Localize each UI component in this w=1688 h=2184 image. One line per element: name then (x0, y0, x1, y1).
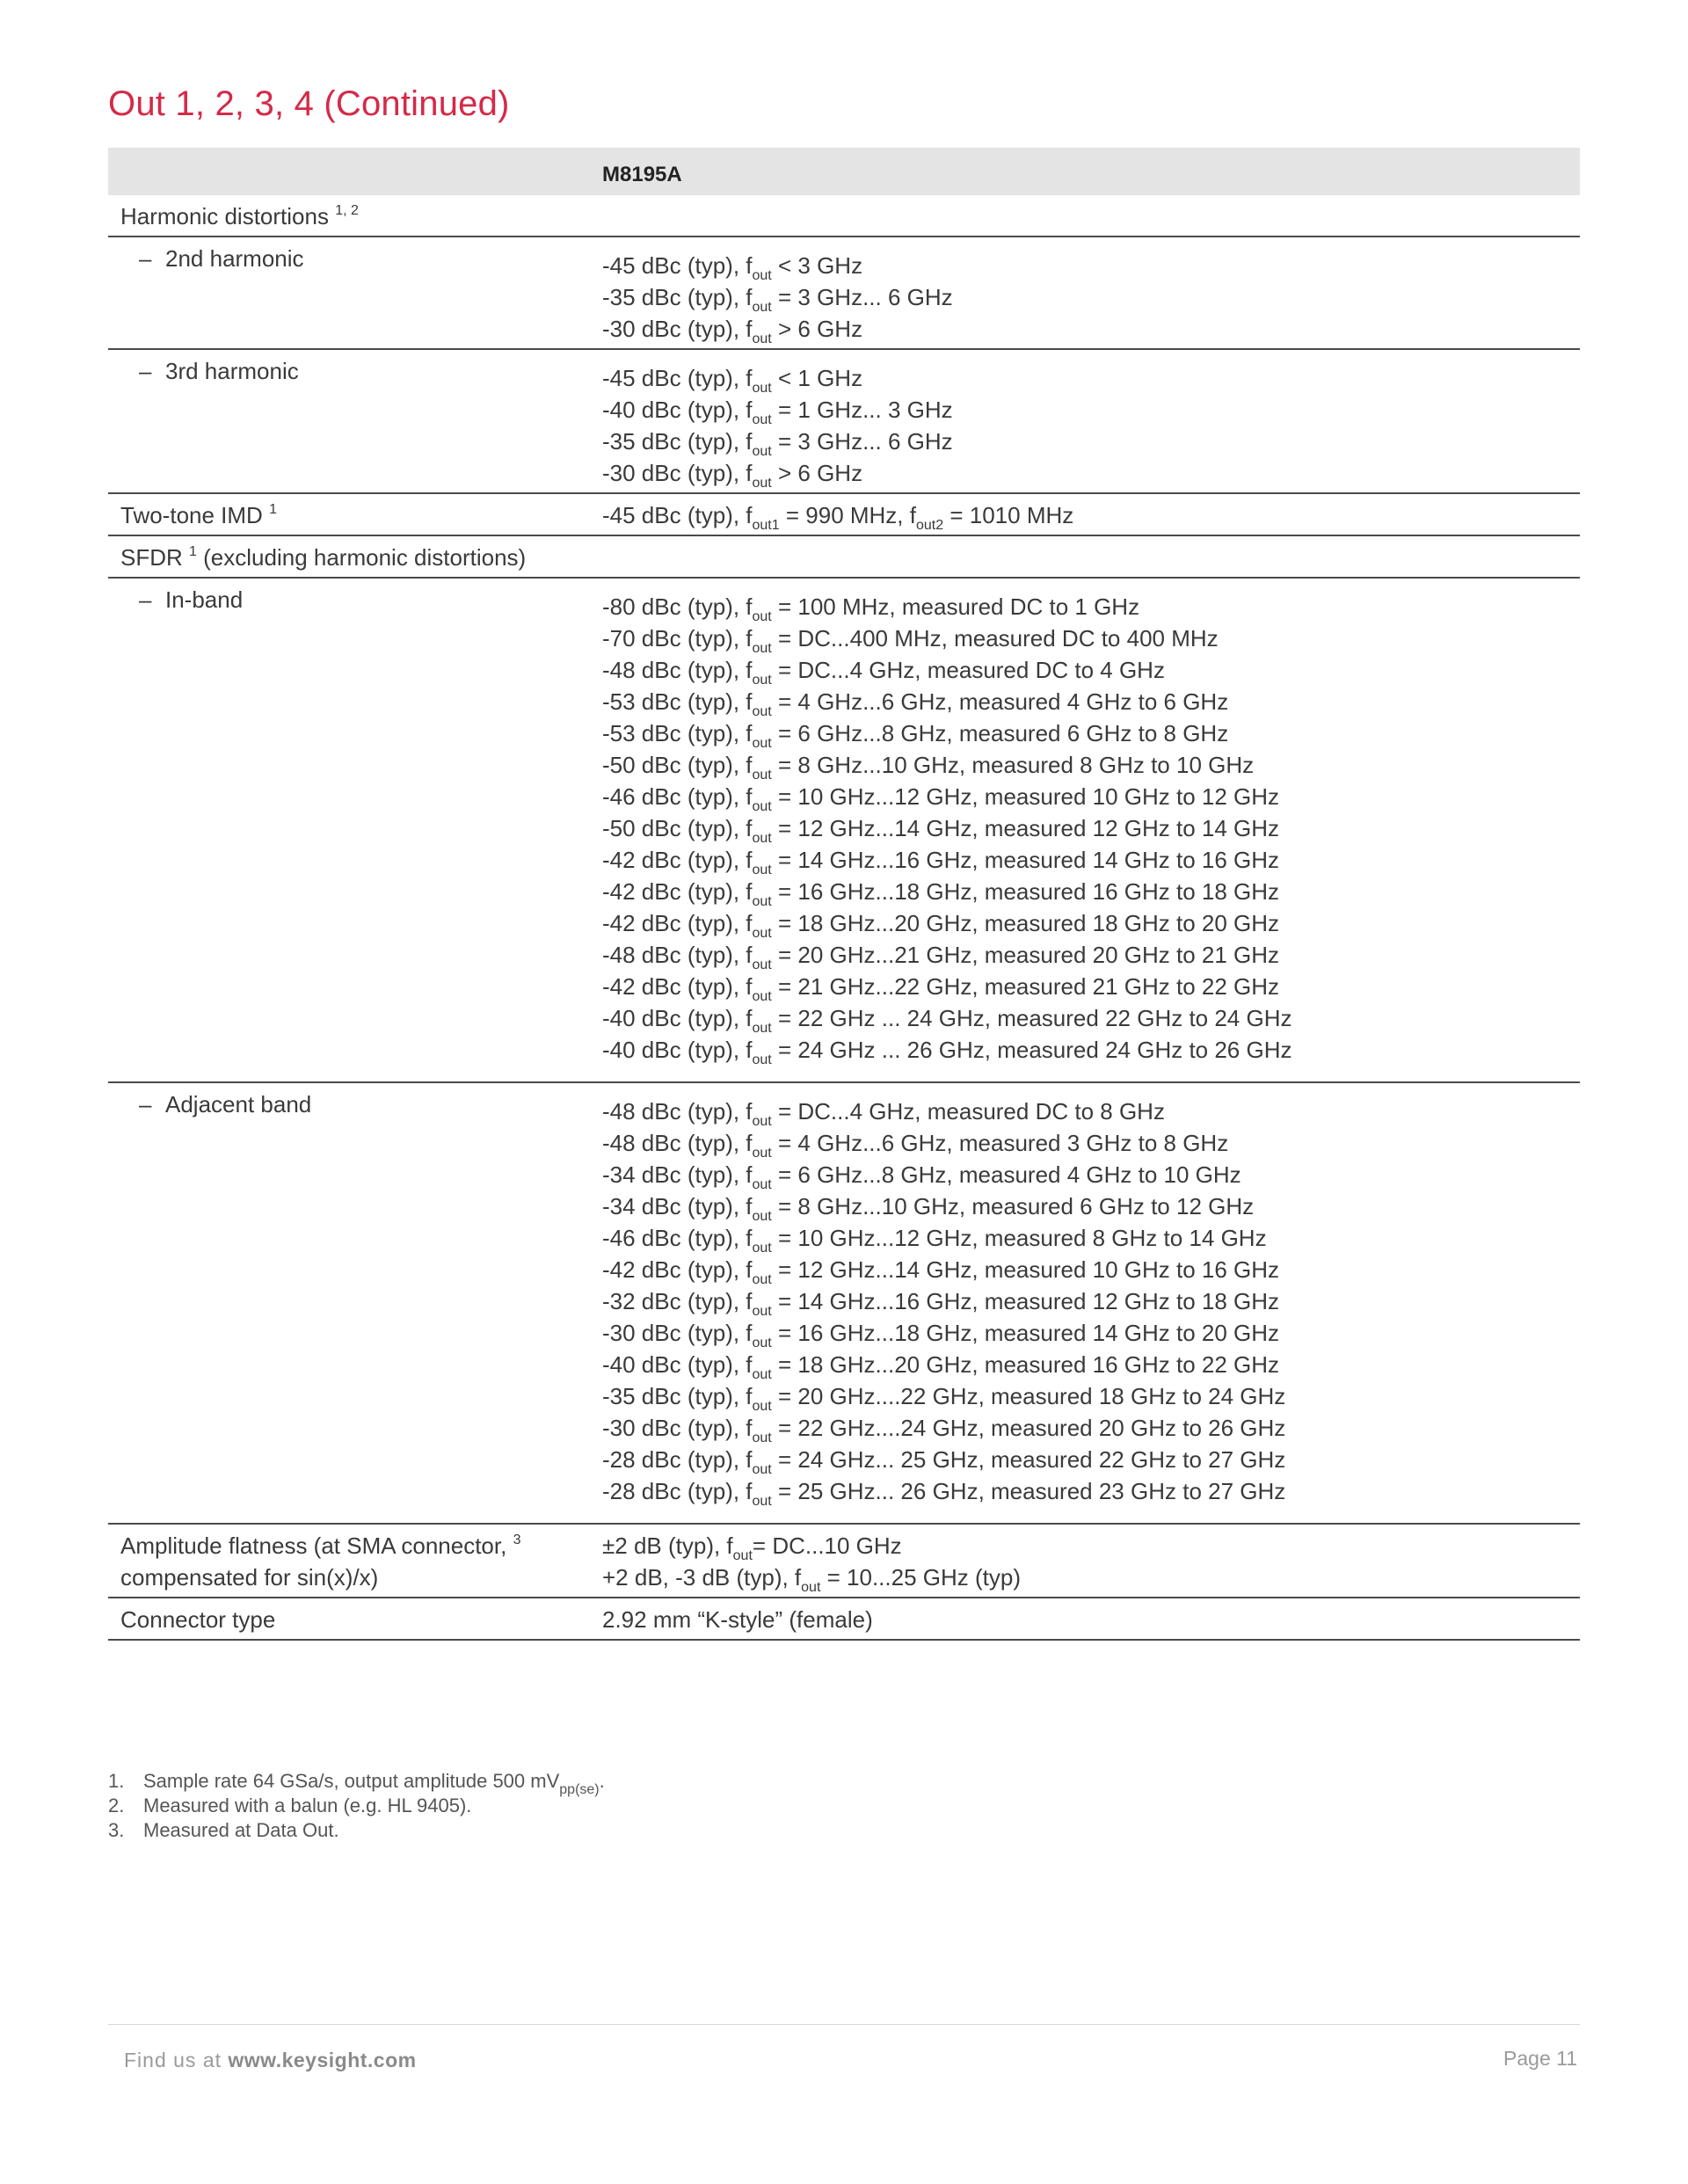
footnote-1: 1. Sample rate 64 GSa/s, output amplitude 500 $mV_{pp(se)}$. (108, 1770, 605, 1798)
value-line: -32 dBc (typ), $f_{out} = 14$ GHz...16 GHz, measured 12 GHz to 18 GHz (602, 1288, 1280, 1320)
value-line: -42 dBc (typ), $f_{out} = 14$ GHz...16 GHz, measured 14 GHz to 16 GHz (602, 847, 1280, 878)
value-line: -40 dBc (typ), $f_{out} = 24$ GHz ... 26 GHz, measured 24 GHz to 26 GHz (602, 1037, 1292, 1068)
value-line: -34 dBc (typ), $f_{out} = 8$ GHz...10 GHz, measured 6 GHz to 12 GHz (602, 1193, 1255, 1225)
value-line: -42 dBc (typ), $f_{out} = 18$ GHz...20 GHz, measured 18 GHz to 20 GHz (602, 910, 1280, 942)
value-list (602, 1082, 1580, 1524)
value-line: -40 dBc (typ), $f_{out} = 22$ GHz ... 24 GHz, measured 22 GHz to 24 GHz (602, 1005, 1292, 1037)
value-line: -48 dBc (typ), $f_{out} = DC...4$ GHz, measured DC to 4 GHz (602, 657, 1165, 688)
value-line: -30 dBc (typ), $f_{out} > 6$ GHz (602, 316, 863, 347)
value-line: -50 dBc (typ), $f_{out} = 12$ GHz...14 GHz, measured 12 GHz to 14 GHz (602, 815, 1280, 847)
connector-type-value: 2.92 mm “K-style” (female) (602, 1598, 1580, 1640)
sfdr-row (108, 535, 1580, 578)
value-line: -45 dBc (typ), $f_{out} < 3$ GHz (602, 252, 863, 284)
two-tone-imd-label: Two-tone IMD $^1$ (108, 493, 602, 535)
value-line: -30 dBc (typ), $f_{out} = 22$ GHz....24 GHz, measured 20 GHz to 26 GHz (602, 1415, 1286, 1446)
sfdr-label: SFDR $^1$ (excluding harmonic distortions) (108, 535, 1580, 578)
value-line: -42 dBc (typ), $f_{out} = 16$ GHz...18 GHz, measured 16 GHz to 18 GHz (602, 878, 1280, 910)
value-line: -42 dBc (typ), $f_{out} = 12$ GHz...14 GHz, measured 10 GHz to 16 GHz (602, 1256, 1280, 1288)
value-line: -46 dBc (typ), $f_{out} = 10$ GHz...12 GHz, measured 8 GHz to 14 GHz (602, 1225, 1267, 1256)
value-line: -48 dBc (typ), $f_{out} = DC...4$ GHz, measured DC to 8 GHz (602, 1098, 1165, 1130)
adjacent-band-label: – Adjacent band (108, 1082, 602, 1524)
value-line: -53 dBc (typ), $f_{out} = 6$ GHz...8 GHz, measured 6 GHz to 8 GHz (602, 720, 1229, 752)
second-harmonic-label: – 2nd harmonic (108, 237, 602, 349)
two-tone-imd-row (108, 493, 1580, 535)
value-line: -35 dBc (typ), $f_{out} = 20$ GHz....22 GHz, measured 18 GHz to 24 GHz (602, 1383, 1286, 1415)
value-line: -30 dBc (typ), $f_{out} = 16$ GHz...18 GHz, measured 14 GHz to 20 GHz (602, 1320, 1280, 1351)
in-band-label: – In-band (108, 578, 602, 1082)
footnote-3: 3. Measured at Data Out. (108, 1819, 339, 1841)
connector-type-row (108, 1598, 1580, 1640)
footer-website-link[interactable]: www.keysight.com (228, 2049, 417, 2071)
amplitude-flatness-row (108, 1524, 1580, 1598)
value-line: -48 dBc (typ), $f_{out} = 20$ GHz...21 GHz, measured 20 GHz to 21 GHz (602, 942, 1280, 973)
third-harmonic-row (108, 349, 1580, 493)
adjacent-band-row (108, 1082, 1580, 1524)
value-line: -35 dBc (typ), $f_{out} = 3$ GHz... 6 GHz (602, 284, 953, 316)
value-line: -53 dBc (typ), $f_{out} = 4$ GHz...6 GHz, measured 4 GHz to 6 GHz (602, 688, 1229, 720)
harmonic-distortions-row (108, 195, 1580, 237)
footnote-2: 2. Measured with a balun (e.g. HL 9405). (108, 1795, 472, 1816)
value-list (602, 578, 1580, 1082)
value-line: -46 dBc (typ), $f_{out} = 10$ GHz...12 GHz, measured 10 GHz to 12 GHz (602, 783, 1280, 815)
table-header-row (108, 148, 1580, 195)
harmonic-distortions-label: Harmonic distortions $^{1, 2}$ (108, 195, 602, 237)
value-list (602, 349, 1580, 493)
header-model: M8195A (602, 148, 1580, 195)
second-harmonic-row (108, 237, 1580, 349)
footer-find-us: Find us at www.keysight.com (124, 2049, 417, 2071)
value-line: -28 dBc (typ), $f_{out} = 25$ GHz... 26 GHz, measured 23 GHz to 27 GHz (602, 1478, 1286, 1510)
value-list (602, 237, 1580, 349)
value-line: -42 dBc (typ), $f_{out} = 21$ GHz...22 GHz, measured 21 GHz to 22 GHz (602, 973, 1280, 1005)
connector-type-label: Connector type (108, 1598, 602, 1640)
value-line: -80 dBc (typ), $f_{out} = 100$ MHz, measured DC to 1 GHz (602, 593, 1140, 625)
value-line: -30 dBc (typ), $f_{out} > 6$ GHz (602, 460, 863, 491)
footnotes (108, 1769, 1163, 1843)
value-line: -50 dBc (typ), $f_{out} = 8$ GHz...10 GHz, measured 8 GHz to 10 GHz (602, 752, 1255, 783)
value-line: -40 dBc (typ), $f_{out} = 1$ GHz... 3 GHz (602, 397, 953, 428)
value-line: -40 dBc (typ), $f_{out} = 18$ GHz...20 GHz, measured 16 GHz to 22 GHz (602, 1351, 1280, 1383)
page-number: Page 11 (1503, 2047, 1577, 2070)
page-title: Out 1, 2, 3, 4 (Continued) (108, 84, 510, 123)
value-line: -34 dBc (typ), $f_{out} = 6$ GHz...8 GHz, measured 4 GHz to 10 GHz (602, 1161, 1241, 1193)
two-tone-imd-value: -45 dBc (typ), $f_{out1} = 990$ MHz, $f_{out2} = 1010$ MHz (602, 493, 1580, 535)
in-band-row (108, 578, 1580, 1082)
spec-table (108, 148, 1580, 1641)
header-blank-cell (108, 148, 602, 195)
amplitude-flatness-label: Amplitude flatness (at SMA connector, $^3$ compensated for sin(x)/x) (108, 1524, 602, 1598)
third-harmonic-label: – 3rd harmonic (108, 349, 602, 493)
value-line: -28 dBc (typ), $f_{out} = 24$ GHz... 25 GHz, measured 22 GHz to 27 GHz (602, 1446, 1286, 1478)
value-line: -48 dBc (typ), $f_{out} = 4$ GHz...6 GHz, measured 3 GHz to 8 GHz (602, 1130, 1229, 1161)
footer-divider (108, 2024, 1580, 2025)
value-line: ±2 dB (typ), $f_{out}= DC...10$ GHz (602, 1532, 902, 1564)
value-line: +2 dB, -3 dB (typ), $f_{out} = 10...25$ GHz (typ) (602, 1564, 1021, 1596)
value-line: -70 dBc (typ), $f_{out} = DC...400$ MHz, measured DC to 400 MHz (602, 625, 1219, 657)
value-list (602, 1524, 1580, 1598)
value-line: -45 dBc (typ), $f_{out} < 1$ GHz (602, 365, 863, 397)
value-line: -35 dBc (typ), $f_{out} = 3$ GHz... 6 GHz (602, 428, 953, 460)
